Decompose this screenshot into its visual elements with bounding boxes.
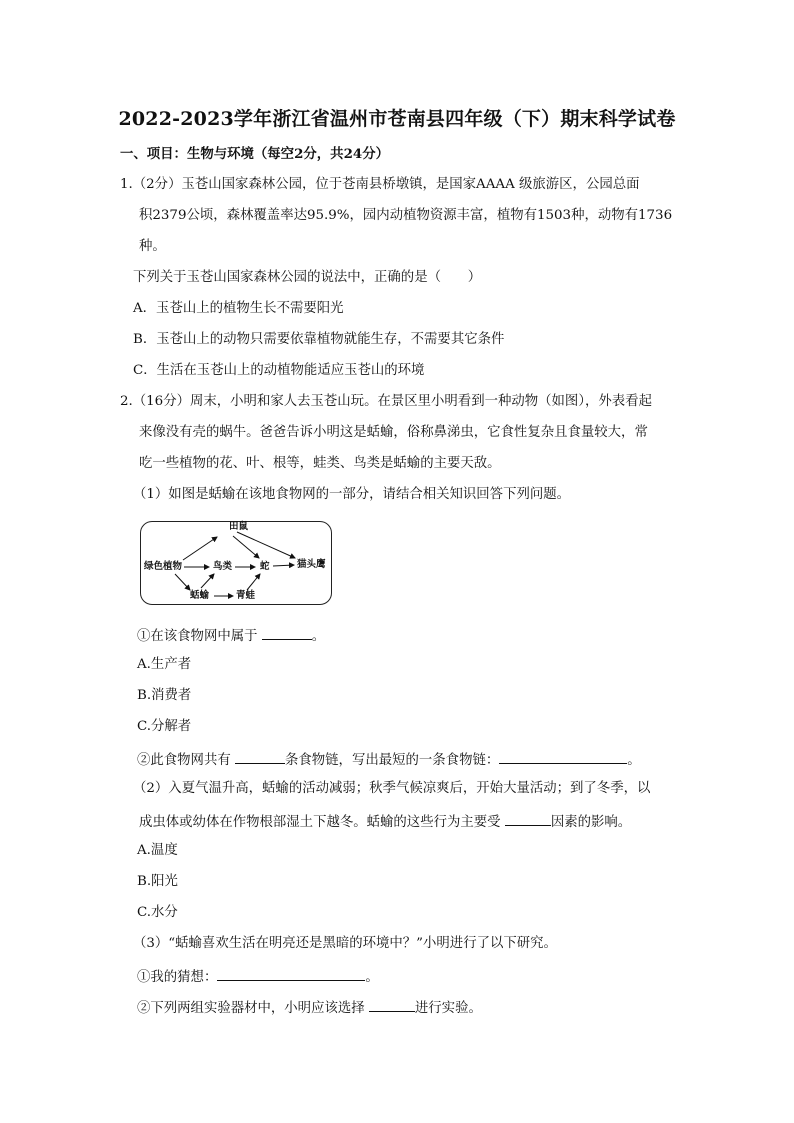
s3q1-line (137, 966, 379, 987)
q1-prompt: 下列关于玉苍山国家森林公园的说法中，正确的是（ ） (133, 270, 482, 285)
s1q1-option-a[interactable]: A.生产者 (137, 657, 192, 672)
arrow-mouse-snake (233, 536, 259, 558)
q1-option-a[interactable]: A．玉苍山上的植物生长不需要阳光 (133, 301, 344, 316)
sub2-answer-blank[interactable] (505, 811, 551, 826)
s1q2-text: ②此食物网共有 (137, 753, 231, 768)
sub2-line-2 (139, 811, 631, 832)
sub2-option-b[interactable]: B.阳光 (137, 874, 178, 889)
sub2-option-a[interactable]: A.温度 (137, 843, 178, 858)
q2-line-2: 来像没有壳的蜗牛。爸爸告诉小明这是蛞蝓，俗称鼻涕虫，它食性复杂且食量较大，常 (139, 425, 648, 440)
s3q2-text: ②下列两组实验器材中，小明应该选择 (137, 1001, 365, 1016)
s1q1-end: 。 (311, 629, 326, 644)
q2-line-1: 2.（16分）周末，小明和家人去玉苍山玩。在景区里小明看到一种动物（如图），外表看起 (120, 394, 652, 409)
q2-sub1-prompt: （1）如图是蛞蝓在该地食物网的一部分，请结合相关知识回答下列问题。 (133, 487, 571, 502)
q1-line-1: 1.（2分）玉苍山国家森林公园，位于苍南县桥墩镇，是国家AAAA 级旅游区，公园总面 (120, 177, 640, 192)
s3q2-answer-blank[interactable] (369, 997, 415, 1012)
s3q2-line (137, 997, 482, 1018)
s1q2-end: 。 (627, 753, 641, 768)
s1q1-option-c[interactable]: C.分解者 (137, 719, 192, 734)
s1q1-line (137, 625, 325, 646)
s3q1-end: 。 (365, 970, 379, 985)
q1-option-c[interactable]: C．生活在玉苍山上的动植物能适应玉苍山的环境 (133, 363, 425, 378)
q2-line-3: 吃一些植物的花、叶、根等，蛙类、鸟类是蛞蝓的主要天敌。 (139, 456, 501, 471)
arrow-slug-bird (201, 574, 214, 588)
arrow-plant-slug (175, 574, 190, 590)
s3q1-text: ①我的猜想： (137, 970, 218, 985)
arrow-frog-snake (247, 574, 260, 590)
node-snake: 蛇 (260, 561, 270, 572)
node-frog: 青蛙 (236, 590, 256, 601)
s1q2-count-blank[interactable] (235, 749, 285, 764)
arrow-mouse-owl (237, 532, 295, 558)
sub2-line-1: （2）入夏气温升高，蛞蝓的活动减弱；秋季气候凉爽后，开始大量活动；到了冬季，以 (133, 781, 651, 796)
page-title: 2022-2023学年浙江省温州市苍南县四年级（下）期末科学试卷 (118, 108, 676, 130)
s1q2-mid: 条食物链，写出最短的一条食物链： (285, 753, 500, 768)
section-heading: 一、项目：生物与环境（每空2分，共24分） (120, 146, 389, 162)
node-mouse: 田鼠 (229, 521, 249, 532)
q1-line-2: 积2379公顷，森林覆盖率达95.9%，园内动植物资源丰富，植物有1503种，动物有1736 (139, 208, 673, 223)
sub3-prompt: （3）“蛞蝓喜欢生活在明亮还是黑暗的环境中？”小明进行了以下研究。 (133, 936, 557, 951)
node-slug: 蛞蝓 (190, 590, 210, 601)
q1-option-b[interactable]: B．玉苍山上的动物只需要依靠植物就能生存，不需要其它条件 (133, 332, 505, 347)
s3q2-end: 进行实验。 (414, 1001, 482, 1016)
s1q2-line (137, 749, 641, 770)
arrow-snake-owl (273, 565, 294, 566)
node-green-plant: 绿色植物 (144, 561, 183, 572)
s3q1-guess-blank[interactable] (217, 966, 365, 981)
sub2-option-c[interactable]: C.水分 (137, 905, 178, 920)
node-owl: 猫头鹰 (297, 559, 326, 570)
s1q1-text: ①在该食物网中属于 (137, 629, 258, 644)
node-bird: 鸟类 (213, 561, 233, 572)
q1-line-3: 种。 (139, 239, 166, 254)
food-web-diagram (140, 521, 332, 605)
arrow-plant-mouse (183, 537, 217, 560)
s1q1-answer-blank[interactable] (262, 625, 312, 640)
s1q1-option-b[interactable]: B.消费者 (137, 688, 192, 703)
s1q2-chain-blank[interactable] (499, 749, 627, 764)
sub2-end: 因素的影响。 (550, 815, 632, 830)
sub2-text: 成虫体或幼体在作物根部湿土下越冬。蛞蝓的这些行为主要受 (139, 815, 501, 830)
